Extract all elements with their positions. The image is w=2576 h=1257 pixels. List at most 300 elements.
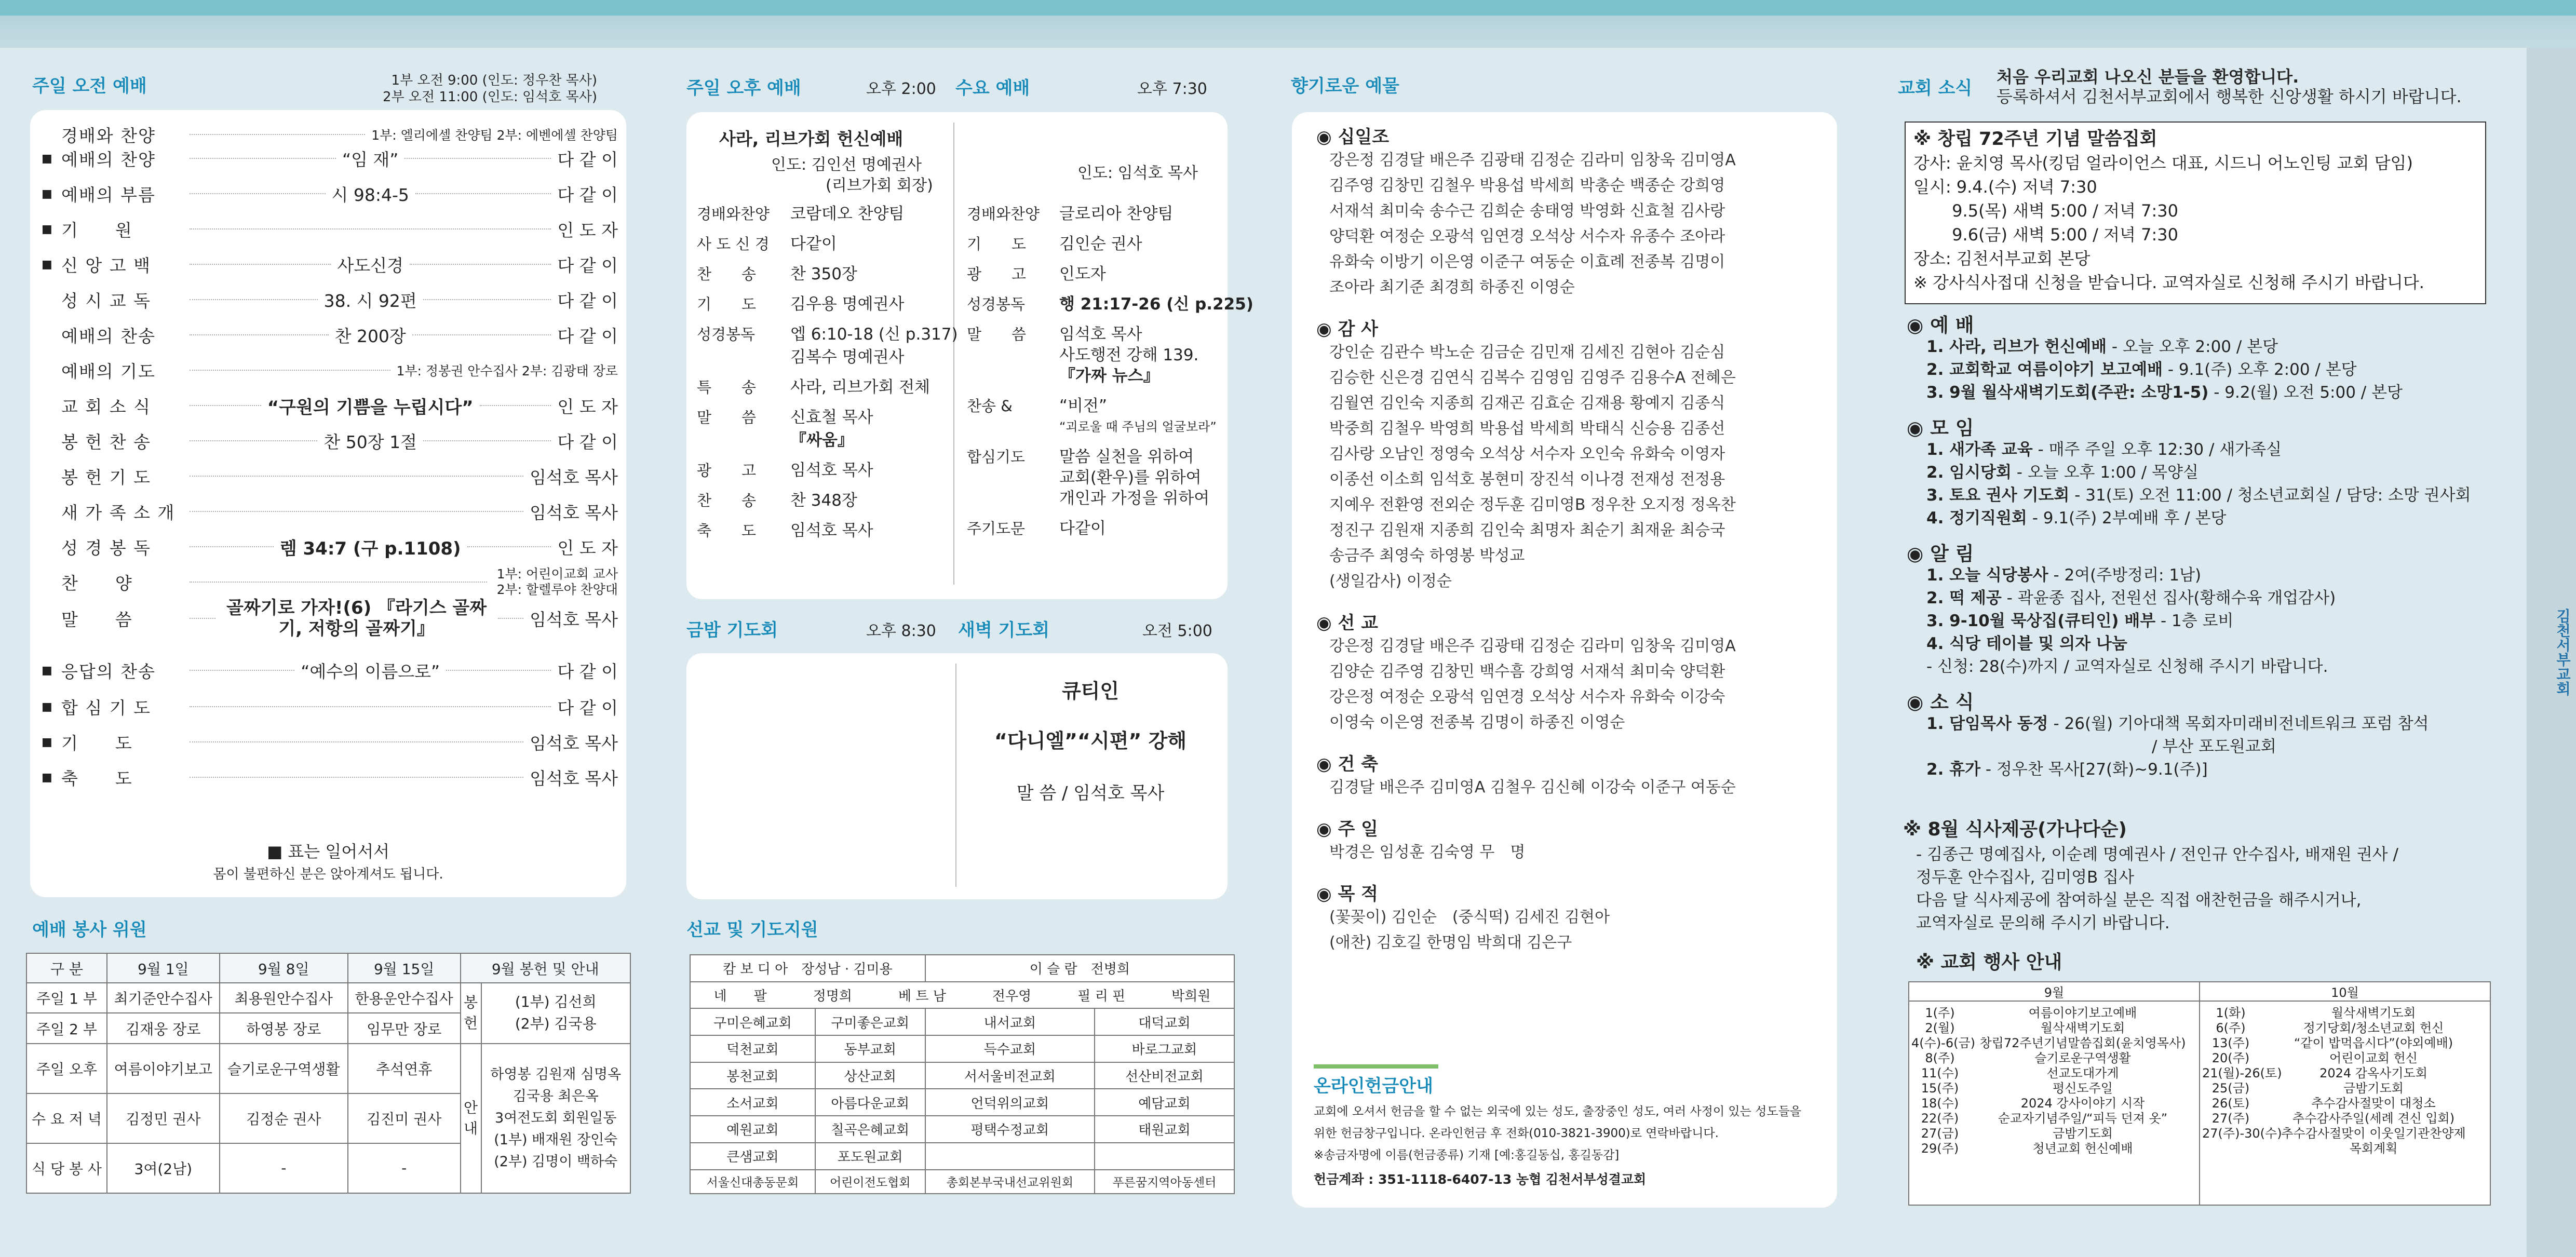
afternoon-row-label: 찬 송	[697, 265, 757, 283]
order-leader-name: 다 같 이	[557, 661, 618, 682]
oct-event: 어린이교회 헌신	[2329, 1051, 2418, 1065]
order-label: 예배의 찬양	[61, 149, 156, 170]
news-item	[1926, 382, 2403, 403]
afternoon-row-label: 특 송	[697, 379, 757, 396]
ch: 내	[463, 1119, 478, 1137]
sep-row	[1911, 1036, 2197, 1051]
order-leader-name: 다 같 이	[557, 326, 618, 346]
cell	[925, 1143, 1095, 1170]
afternoon-row-label: 기 도	[697, 295, 757, 313]
cell: 구미은혜교회	[690, 1008, 815, 1035]
cell: 주일 1 부	[26, 983, 107, 1013]
sep-event: 순교자기념주일/“피득 던져 옷”	[1998, 1111, 2168, 1126]
order-label: 예배의 찬송	[61, 326, 156, 346]
wednesday-row-value: “괴로울 때 주님의 얼굴보라”	[1059, 420, 1217, 434]
order-label: 성 시 교 독	[61, 290, 151, 311]
cell	[925, 955, 1234, 982]
order-label: 예배의 기도	[61, 361, 156, 382]
oct-date: 20(주)	[2211, 1051, 2250, 1065]
oct-date: 25(금)	[2211, 1081, 2250, 1096]
news-item-detail: - 정우찬 목사[27(화)~9.1(주)]	[1980, 760, 2208, 779]
cell: 슬기로운구역생활	[220, 1044, 348, 1093]
afternoon-leader-2: (리브가회 회장)	[826, 177, 933, 195]
order-leader	[190, 264, 331, 265]
news-item-title: 1. 사라, 리브가 헌신예배	[1926, 337, 2107, 356]
order-leader-name: 1부: 정봉권 안수집사 2부: 김광태 장로	[396, 363, 618, 379]
order-row	[42, 358, 618, 382]
afternoon-row-value: 코람데오 찬양팀	[790, 205, 905, 223]
meal-title: ※ 8월 식사제공(가나다순)	[1903, 819, 2127, 840]
offering-section-title: ◉ 건 축	[1316, 754, 1379, 775]
mission-title: 선교 및 기도지원	[686, 920, 818, 940]
order-content: 골짜기로 가자!(6) 『라기스 골짜기, 저항의 골짜기』	[226, 598, 487, 639]
news-item-title: 1. 담임목사 동정	[1926, 714, 2048, 733]
oct-date: 27(주)-30(수)	[2202, 1126, 2282, 1141]
cell: 김정순 권사	[220, 1093, 348, 1143]
order-row	[42, 288, 618, 312]
offering-names: 강은정 김경달 배은주 김광태 김정순 김라미 임창욱 김미영A 김주영 김창민 김철우 박용섭 박세희 박총순 백종순 강희영 서재석 최미숙 송수근 김희순 송태영 박영화 신효철 김사랑 양덕환 여정순 오광석 임연경 오석상 서수자 유종수 조아라 유화숙 이방기 이은영 이준구 여동순 이효례 전종복 김명이 조아라 최기준 최경희 하종진 이영순	[1329, 151, 1736, 296]
news-item-detail: - 오늘 오후 2:00 / 본당	[2107, 337, 2278, 356]
afternoon-time: 오후 2:00	[866, 80, 936, 98]
oct-row	[2202, 1006, 2488, 1021]
oct-row	[2202, 1021, 2488, 1036]
qt-speaker: 말 씀 / 임석호 목사	[1016, 783, 1165, 804]
order-bullet: ■	[42, 664, 52, 677]
news-item-title: 1. 오늘 식당봉사	[1926, 566, 2048, 585]
order-leader	[190, 741, 523, 742]
order-label: 찬 양	[61, 573, 133, 593]
cell: 동부교회	[815, 1035, 925, 1062]
sep-event: 2024 강사이야기 시작	[2020, 1096, 2145, 1111]
news-item	[1926, 633, 2127, 654]
offering-names: 박경은 임성훈 김숙영 무 명	[1329, 843, 1526, 861]
cell	[1095, 1143, 1234, 1170]
cell: 추석연휴	[348, 1044, 461, 1093]
news-item	[1926, 736, 2276, 757]
order-leader-name: 다 같 이	[557, 697, 618, 718]
sep-list	[1911, 1006, 2197, 1156]
cell: 수 요 저 녁	[26, 1093, 107, 1143]
order-bullet: ■	[42, 152, 52, 165]
sep-event: 월삭새벽기도회	[2040, 1021, 2125, 1035]
t: 장성남 · 김미용	[801, 962, 893, 978]
cell: 서울신대총동문회	[690, 1170, 815, 1194]
order-leader-name: 임석호 목사	[530, 733, 618, 753]
news-item	[1926, 656, 2328, 677]
serve-title: 예배 봉사 위원	[32, 920, 147, 940]
order-label: 새 가 족 소 개	[61, 502, 176, 523]
cell: 김진미 권사	[348, 1093, 461, 1143]
afternoon-row-value: 찬 348장	[790, 491, 857, 510]
oct-event: 월삭새벽기도회	[2331, 1006, 2416, 1020]
order-leader	[446, 670, 551, 671]
afternoon-row-value: 임석호 목사	[790, 461, 873, 480]
order-content: “임 재”	[342, 149, 399, 170]
order-leader	[190, 334, 329, 335]
sep-event: 창립72주년기념말씀집회(윤치영목사)	[1979, 1036, 2186, 1050]
cell: 태원교회	[1095, 1116, 1234, 1143]
sep-event: 평신도주일	[2053, 1081, 2113, 1096]
order-row	[42, 730, 618, 754]
cell: 김정민 권사	[107, 1093, 220, 1143]
cell: 최기준안수집사	[107, 983, 220, 1013]
order-bullet: ■	[42, 187, 52, 200]
sep-event: 슬기로운구역생활	[2034, 1051, 2131, 1065]
wednesday-row-value: 김인순 권사	[1059, 235, 1142, 253]
sep-row	[1911, 1096, 2197, 1111]
dawn-time: 오전 5:00	[1142, 622, 1212, 640]
sep-event: 청년교회 헌신예배	[2032, 1141, 2133, 1156]
afternoon-row-label: 축 도	[697, 522, 757, 539]
order-leader	[415, 193, 551, 194]
qt-title: 큐티인	[1061, 680, 1120, 702]
cell: -	[348, 1143, 461, 1193]
oct-head: 10월	[2200, 982, 2490, 1001]
cell: 구미좋은교회	[815, 1008, 925, 1035]
news-item	[1926, 713, 2429, 734]
news-item	[1926, 359, 2357, 380]
order-leader	[190, 777, 523, 778]
cell: 여름이야기보고	[107, 1044, 220, 1093]
news-item-detail: / 부산 포도원교회	[1926, 737, 2276, 756]
order-leader	[412, 334, 551, 335]
order-row	[42, 535, 618, 559]
cell: 푸른꿈지역아동센터	[1095, 1170, 1234, 1194]
anniversary-line: 9.6(금) 새벽 5:00 / 저녁 7:30	[1913, 225, 2178, 245]
afternoon-row-label: 사 도 신 경	[697, 235, 770, 253]
t: 필 리 핀	[1077, 989, 1126, 1005]
oct-date: 26(토)	[2211, 1096, 2250, 1111]
order-label: 교 회 소 식	[61, 396, 151, 417]
order-content: 찬 200장	[334, 326, 406, 346]
wednesday-row-value: 사도행전 강해 139.	[1059, 346, 1199, 364]
news-item-title: 2. 휴가	[1926, 760, 1981, 779]
wednesday-row-value: 말씀 실천을 위하여	[1059, 448, 1194, 466]
order-leader	[190, 476, 523, 477]
afternoon-row-value: 다같이	[790, 235, 837, 253]
order-leader-name: 임석호 목사	[530, 502, 618, 523]
anniversary-line: ※ 창립 72주년 기념 말씀집회	[1913, 129, 2157, 150]
order-leader-name: 다 같 이	[557, 431, 618, 452]
news-item-title: 4. 정기직원회	[1926, 509, 2027, 528]
order-content: 시 98:4-5	[331, 184, 409, 205]
sunday-morning-title: 주일 오전 예배	[32, 76, 147, 97]
sep-date: 29(주)	[1921, 1141, 1959, 1156]
news-item-title: 3. 토요 권사 기도회	[1926, 486, 2070, 505]
news-title: 교회 소식	[1898, 78, 1973, 99]
order-leader	[190, 158, 336, 159]
order-leader	[190, 670, 294, 671]
oct-event: 2024 감옥사기도회	[2319, 1066, 2427, 1080]
order-leader	[190, 299, 318, 300]
offering-names: 강은정 김경달 배은주 김광태 김정순 김라미 임창욱 김미영A 김양순 김주영 김창민 백수흠 강희영 서재석 최미숙 양덕환 강은정 여정순 오광석 임연경 오석상 서수자 유화숙 이강숙 이영숙 이은영 전종복 김명이 하종진 이영순	[1329, 637, 1736, 732]
sep-event: 여름이야기보고예배	[2028, 1006, 2137, 1020]
wednesday-row-value: 임석호 목사	[1059, 325, 1142, 344]
oct-date: 6(주)	[2216, 1021, 2246, 1035]
line: 하영봉 김원재 심명옥	[490, 1066, 622, 1083]
wednesday-row-value: 인도자	[1059, 265, 1106, 283]
wednesday-row-label: 성경봉독	[967, 295, 1026, 313]
order-leader	[404, 158, 551, 159]
friday-title: 금밤 기도회	[686, 620, 778, 641]
sep-date: 22(주)	[1921, 1111, 1959, 1126]
afternoon-row-value: 김우용 명예권사	[790, 295, 905, 314]
offering-names: 김경달 배은주 김미영A 김철우 김신혜 이강숙 이준구 여동순	[1329, 778, 1736, 796]
wednesday-row-label: 경배와찬양	[967, 205, 1040, 223]
order-bullet: ■	[42, 771, 52, 784]
afternoon-row-value: 『싸움』	[790, 431, 854, 450]
order-leader-name: 임석호 목사	[530, 609, 618, 630]
order-leader	[190, 511, 523, 512]
news-item-detail: - 1층 로비	[2155, 612, 2234, 630]
news-group-title: ◉ 예 배	[1907, 314, 1974, 336]
wednesday-row-value: 교회(환우)를 위하여	[1059, 468, 1202, 487]
oct-event: 정기당회/청소년교회 헌신	[2303, 1021, 2444, 1035]
afternoon-row-label: 성경봉독	[697, 326, 756, 343]
cell: 언덕위의교회	[925, 1089, 1095, 1116]
order-leader	[190, 546, 274, 547]
oct-date: 21(월)-26(토)	[2202, 1066, 2282, 1080]
order-row	[42, 598, 618, 639]
order-row	[42, 123, 618, 146]
mission-table	[690, 954, 1235, 1194]
news-item-title: 4. 식당 테이블 및 의자 나눔	[1926, 634, 2127, 653]
oct-event: “같이 밥먹읍시다”(야외예배)	[2294, 1036, 2453, 1050]
t: 이 슬 람	[1029, 962, 1077, 978]
order-leader-name: 다 같 이	[557, 149, 618, 170]
order-row	[42, 252, 618, 276]
cell: 서서울비전교회	[925, 1062, 1095, 1089]
sep-date: 15(주)	[1921, 1081, 1959, 1096]
offering-section-title: ◉ 주 일	[1316, 819, 1379, 840]
cell	[690, 982, 1234, 1009]
online-account: 헌금계좌 : 351-1118-6407-13 농협 김천서부성결교회	[1314, 1172, 1647, 1187]
news-item	[1926, 508, 2226, 529]
order-leader-name: 인 도 자	[557, 220, 618, 240]
oct-cell	[2200, 1001, 2490, 1205]
online-title: 온라인헌금안내	[1314, 1076, 1433, 1097]
serve-table	[26, 953, 631, 1194]
news-item-title: 3. 9-10월 묵상집(큐티인) 배부	[1926, 612, 2156, 630]
cell: 어린이전도협회	[815, 1170, 925, 1194]
sep-row	[1911, 1141, 2197, 1156]
wednesday-row-value: 글로리아 찬양팀	[1059, 205, 1174, 223]
events-table	[1908, 981, 2491, 1206]
wednesday-row-label: 광 고	[967, 265, 1027, 283]
order-bullet: ■	[42, 222, 52, 236]
order-row	[42, 429, 618, 453]
cell: -	[220, 1143, 348, 1193]
t: 전우영	[992, 989, 1032, 1005]
afternoon-row-label: 찬 송	[697, 492, 757, 509]
news-item-detail: - 26(월) 기아대책 목회자미래비전네트워크 포럼 참석	[2048, 714, 2429, 733]
news-item	[1926, 588, 2336, 609]
oct-row	[2202, 1111, 2488, 1126]
cell: 식 당 봉 사	[26, 1143, 107, 1193]
oct-row	[2202, 1051, 2488, 1066]
divider	[955, 664, 956, 887]
afternoon-leader: 인도: 김인선 명예권사	[771, 156, 922, 174]
news-item	[1926, 759, 2208, 780]
order-row	[42, 658, 618, 682]
news-item	[1926, 336, 2278, 357]
news-item-detail: - 매주 주일 오후 12:30 / 새가족실	[2032, 440, 2282, 459]
sitting-note: 몸이 불편하신 분은 앉아계셔도 됩니다.	[213, 867, 443, 882]
order-content: 렘 34:7 (구 p.1108)	[279, 538, 461, 559]
order-leader	[190, 582, 487, 583]
anniversary-line: 강사: 윤치영 목사(킹덤 얼라이언스 대표, 시드니 어노인팅 교회 담임)	[1913, 153, 2413, 173]
line: (2부) 김명이 백하숙	[494, 1153, 618, 1170]
order-leader	[190, 618, 215, 619]
order-content: “예수의 이름으로”	[301, 661, 440, 682]
oct-date: 27(주)	[2211, 1111, 2250, 1126]
cell: 득수교회	[925, 1035, 1095, 1062]
order-leader	[480, 405, 551, 406]
t: 정명희	[813, 989, 853, 1005]
oct-event: 추수감사주일(세례 견신 입회)	[2292, 1111, 2455, 1126]
order-bullet: ■	[42, 735, 52, 749]
sep-date: 2(월)	[1925, 1021, 1955, 1035]
morning-time-1: 1부 오전 9:00 (인도: 정우찬 목사)	[391, 73, 597, 88]
meal-line: 다음 달 식사제공에 참여하실 분은 직접 애찬헌금을 해주시거나,	[1916, 891, 2362, 910]
order-content: 38. 시 92편	[323, 290, 417, 311]
news-item-title: 3. 9월 월삭새벽기도회(주관: 소망1-5)	[1926, 383, 2209, 402]
order-label: 기 원	[61, 220, 133, 240]
events-title: ※ 교회 행사 안내	[1916, 952, 2062, 973]
welcome-line-1: 처음 우리교회 나오신 분들을 환영합니다.	[1997, 67, 2299, 87]
wednesday-title: 수요 예배	[955, 78, 1030, 99]
spine-label: 김천서부교회	[2554, 609, 2571, 696]
afternoon-row-label: 광 고	[697, 462, 757, 479]
sep-date: 27(금)	[1921, 1126, 1959, 1141]
news-item-detail: - 9.1(주) 오후 2:00 / 본당	[2163, 360, 2357, 379]
afternoon-row-label: 말 씀	[697, 409, 757, 426]
offer-label-a	[461, 983, 481, 1044]
ch: 안	[463, 1099, 478, 1116]
wednesday-row-value: “비전”	[1059, 397, 1108, 415]
anniversary-line: 일시: 9.4.(수) 저녁 7:30	[1913, 177, 2097, 197]
cell: 주일 2 부	[26, 1013, 107, 1043]
th: 구 분	[26, 953, 107, 983]
wednesday-row-value: 행 21:17-26 (신 p.225)	[1059, 295, 1253, 314]
dawn-title: 새벽 기도회	[958, 620, 1050, 641]
order-row	[42, 765, 618, 789]
offering-names: (꽃꽂이) 김인순 (중식떡) 김세진 김현아 (애찬) 김호길 한명임 박희대 김은구	[1329, 908, 1610, 952]
wednesday-row-label: 주기도문	[967, 520, 1026, 537]
oct-row	[2202, 1036, 2488, 1051]
oct-row	[2202, 1096, 2488, 1111]
cell: 주일 오후	[26, 1044, 107, 1093]
cell: 소서교회	[690, 1089, 815, 1116]
news-item-title: 2. 임시당회	[1926, 463, 2012, 482]
order-leader-name: 다 같 이	[557, 290, 618, 311]
news-item-title: 2. 떡 제공	[1926, 589, 2002, 607]
wednesday-row-value: 개인과 가정을 위하여	[1059, 489, 1210, 508]
oct-event: 추수감사절맞이 이웃일기관찬양제 목회계획	[2281, 1126, 2466, 1156]
sep-date: 1(주)	[1925, 1006, 1955, 1020]
cell: 상산교회	[815, 1062, 925, 1089]
meal-line: 교역자실로 문의해 주시기 바랍니다.	[1916, 914, 2170, 932]
order-label: 신 앙 고 백	[61, 255, 151, 276]
afternoon-row-value: 찬 350장	[790, 265, 857, 283]
anniversary-line: 9.5(목) 새벽 5:00 / 저녁 7:30	[1913, 201, 2178, 221]
cell: 김재웅 장로	[107, 1013, 220, 1043]
afternoon-row-value: 신효철 목사	[790, 408, 873, 427]
order-leader	[190, 193, 326, 194]
cell: 한용운안수집사	[348, 983, 461, 1013]
anniversary-line: 장소: 김천서부교회 본당	[1913, 249, 2091, 268]
oct-date: 13(주)	[2211, 1036, 2250, 1050]
line: 3여전도회 회원일동	[495, 1110, 617, 1126]
order-leader	[190, 134, 365, 135]
sep-date: 18(수)	[1921, 1096, 1959, 1111]
wednesday-leader: 인도: 임석호 목사	[1077, 164, 1198, 182]
cell: 큰샘교회	[690, 1143, 815, 1170]
afternoon-row-value: 엡 6:10-18 (신 p.317)	[790, 325, 958, 344]
sep-row	[1911, 1066, 2197, 1081]
news-item-detail: - 오늘 오후 1:00 / 목양실	[2011, 463, 2199, 482]
offering-section-title: ◉ 선 교	[1316, 613, 1379, 633]
order-row	[42, 182, 618, 206]
order-row	[42, 394, 618, 417]
order-label: 말 씀	[61, 609, 133, 630]
order-row	[42, 323, 618, 347]
news-item	[1926, 462, 2199, 483]
cell: 예원교회	[690, 1116, 815, 1143]
oct-date: 1(화)	[2216, 1006, 2246, 1020]
cell: 선산비전교회	[1095, 1062, 1234, 1089]
news-item-detail: - 31(토) 오전 11:00 / 청소년교회실 / 담당: 소망 권사회	[2069, 486, 2471, 505]
order-leader-name: 임석호 목사	[530, 768, 618, 789]
order-leader-name: 인 도 자	[557, 537, 618, 558]
order-label: 예배의 부름	[61, 184, 156, 205]
offering-section-title: ◉ 십일조	[1316, 127, 1390, 147]
wednesday-time: 오후 7:30	[1137, 80, 1207, 98]
welcome-line-2: 등록하셔서 김천서부교회에서 행복한 신앙생활 하시기 바랍니다.	[1997, 87, 2462, 106]
sep-row	[1911, 1006, 2197, 1021]
news-item-detail: - 신청: 28(수)까지 / 교역자실로 신청해 주시기 바랍니다.	[1926, 657, 2328, 676]
offerings-title: 향기로운 예물	[1291, 76, 1399, 97]
afternoon-row-label: 경배와찬양	[697, 205, 770, 223]
order-row	[42, 217, 618, 241]
th: 9월 1일	[107, 953, 220, 983]
order-leader-name: 인 도 자	[557, 396, 618, 417]
sep-event: 금밤기도회	[2053, 1126, 2113, 1141]
cell	[690, 955, 925, 982]
oct-row	[2202, 1066, 2488, 1081]
meal-line: - 김종근 명예집사, 이순례 명예권사 / 전인규 안수집사, 배재원 권사 /	[1916, 845, 2398, 864]
order-row	[42, 146, 618, 170]
online-accent-bar	[1314, 1064, 1438, 1069]
cell: 봉천교회	[690, 1062, 815, 1089]
order-bullet: ■	[42, 258, 52, 271]
order-content: “구원의 기쁨을 누립시다”	[267, 397, 474, 418]
order-leader	[190, 228, 551, 229]
cell: 총회본부국내선교위원회	[925, 1170, 1095, 1194]
order-label: 응답의 찬송	[61, 661, 156, 682]
spine	[2527, 48, 2576, 1257]
afternoon-row-value: 임석호 목사	[790, 521, 873, 540]
news-item-detail: - 곽윤종 집사, 전원선 집사(황해수육 개업감사)	[2001, 589, 2336, 607]
order-label: 경배와 찬양	[61, 125, 156, 146]
sep-date: 11(수)	[1921, 1066, 1959, 1080]
ch: 헌	[463, 1015, 478, 1032]
order-label: 합 심 기 도	[61, 697, 151, 718]
order-leader-name: 1부: 엘리에셀 찬양팀 2부: 에벤에셀 찬양팀	[371, 128, 618, 143]
news-item	[1926, 439, 2282, 460]
divider	[953, 123, 954, 585]
line: (1부) 배재원 장인숙	[494, 1131, 618, 1148]
